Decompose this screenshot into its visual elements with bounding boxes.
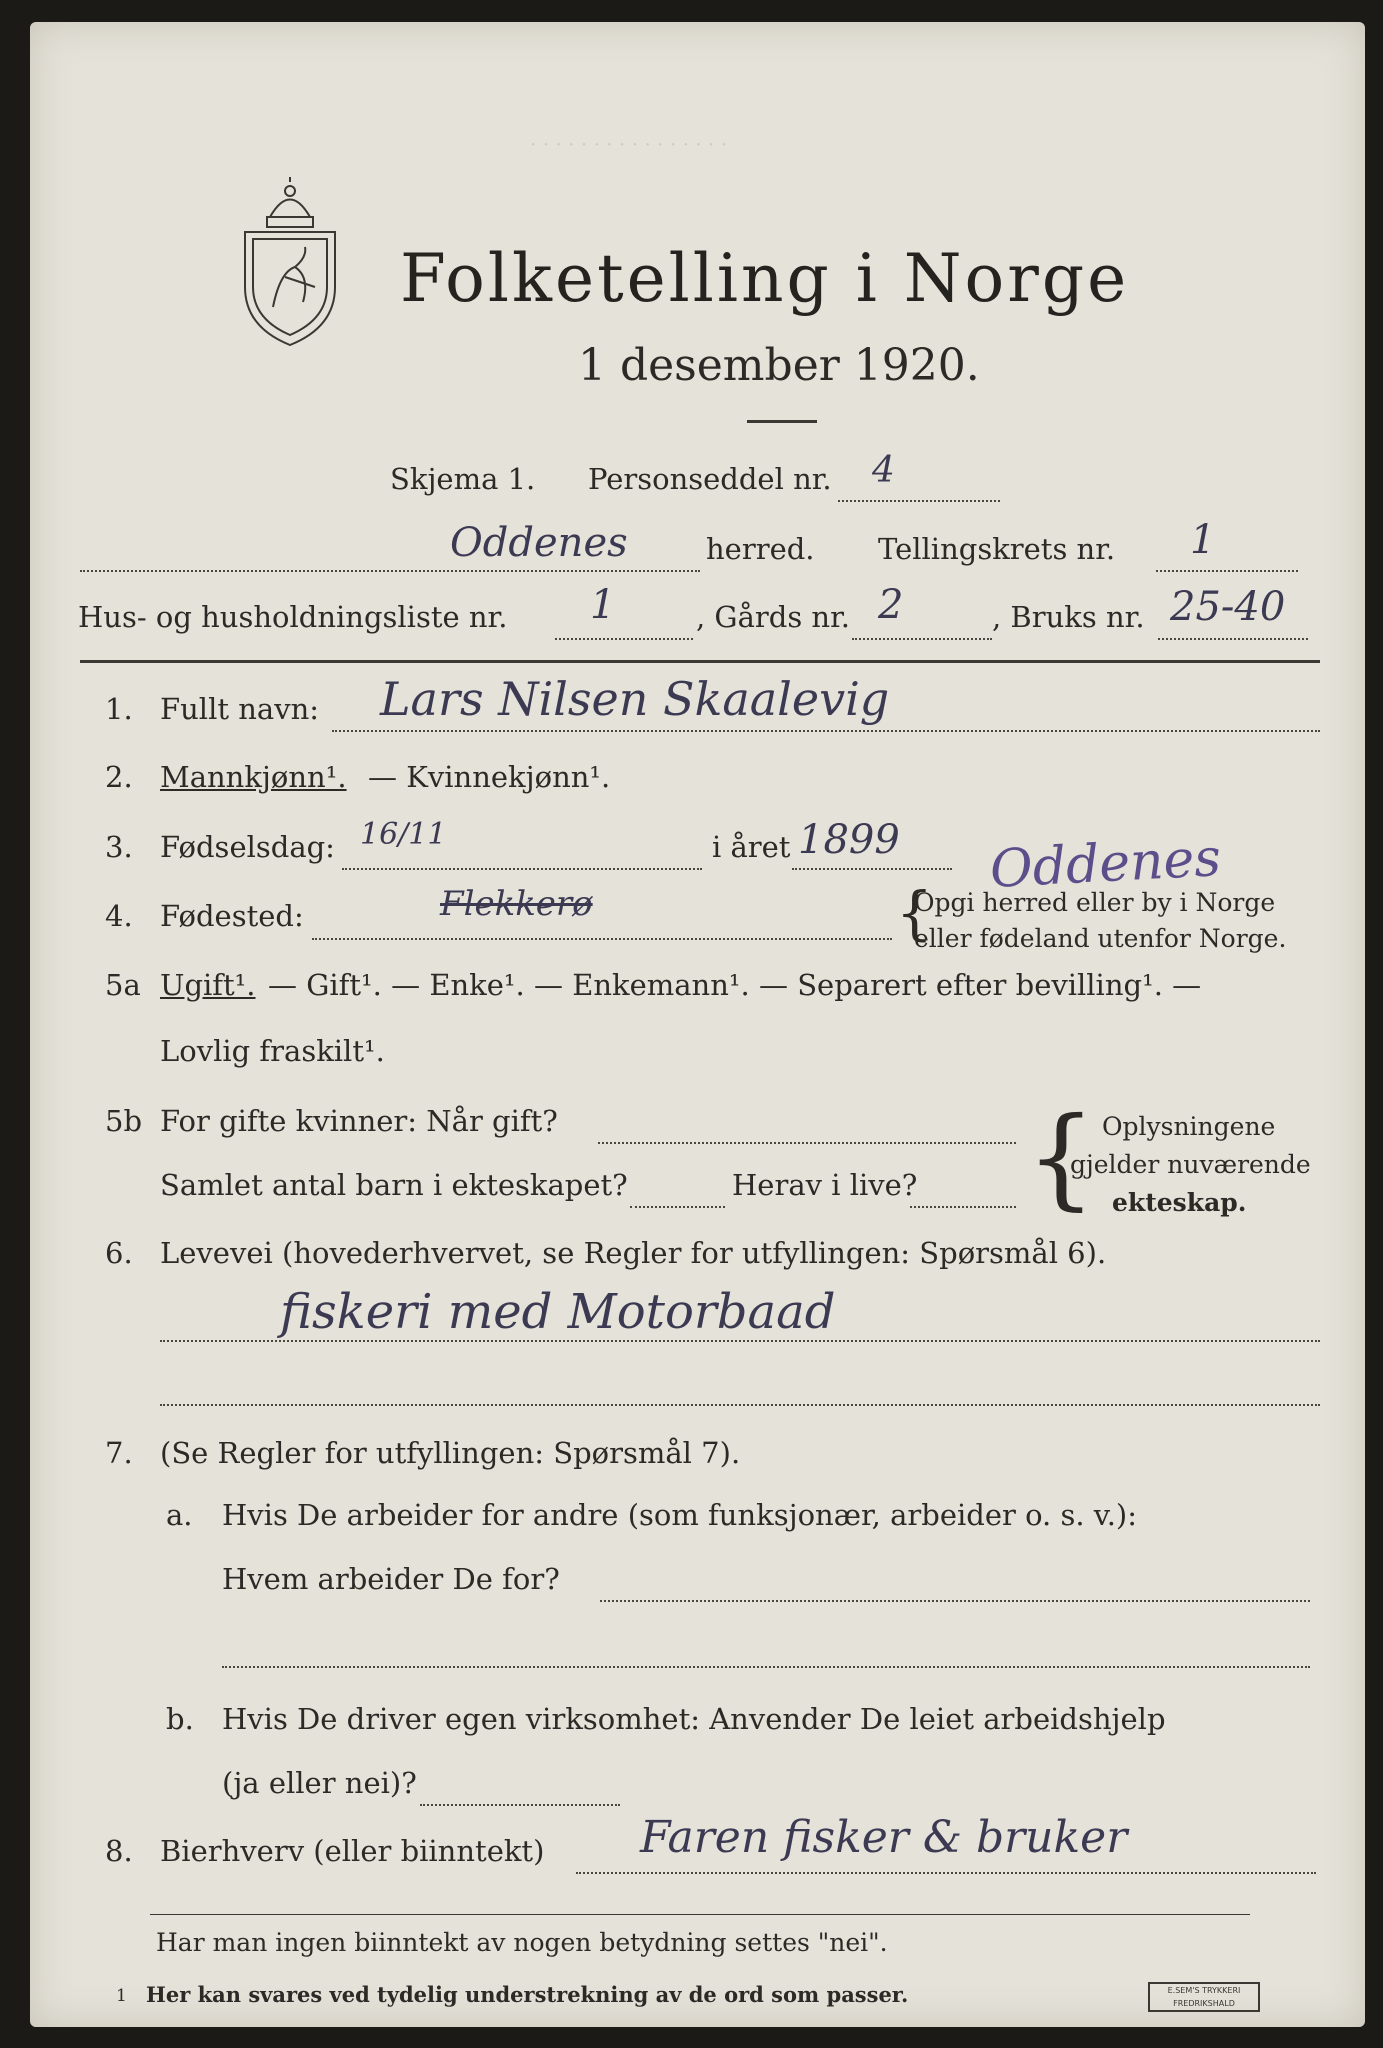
birthdate-value[interactable]: 16/11: [360, 817, 447, 852]
herred-value[interactable]: Oddenes: [450, 520, 628, 566]
q4-label: Fødested:: [160, 899, 304, 933]
q7b-letter: b.: [166, 1702, 194, 1736]
q6-line-2: [160, 1404, 1320, 1406]
bruks-line: [1158, 638, 1308, 640]
children-line: [630, 1206, 725, 1208]
printer-stamp: [1148, 1982, 1260, 2012]
q5b-brace: {: [1026, 1093, 1096, 1221]
footnote-mark: 1: [116, 1986, 127, 2006]
q4-number: 4.: [105, 899, 133, 933]
personseddel-label: Personseddel nr.: [588, 462, 832, 496]
marital-other-options[interactable]: — Gift¹. — Enke¹. — Enkemann¹. — Separert efter bevilling¹. —: [268, 968, 1202, 1002]
alive-line: [910, 1206, 1016, 1208]
marital-fraskilt-option[interactable]: Lovlig fraskilt¹.: [160, 1034, 385, 1068]
hus-line: [555, 638, 693, 640]
herred-label: herred.: [706, 532, 815, 566]
hus-label: Hus- og husholdningsliste nr.: [78, 600, 508, 634]
q7-label: (Se Regler for utfyllingen: Spørsmål 7).: [160, 1436, 741, 1470]
footer-separator: [150, 1914, 1250, 1915]
married-when-line: [598, 1142, 1016, 1144]
q2-number: 2.: [105, 760, 133, 794]
q5b-alive-label: Herav i live?: [732, 1168, 918, 1202]
year-label: i året: [712, 830, 791, 864]
side-income-value[interactable]: Faren fisker & bruker: [640, 1812, 1128, 1863]
q5a-number: 5a: [105, 968, 141, 1002]
tellingskrets-label: Tellingskrets nr.: [878, 532, 1116, 566]
full-name-value[interactable]: Lars Nilsen Skaalevig: [380, 672, 890, 726]
gards-line: [852, 638, 992, 640]
gards-value[interactable]: 2: [878, 582, 904, 628]
q5b-note-1: Oplysningene: [1102, 1112, 1276, 1141]
q8-number: 8.: [105, 1834, 133, 1868]
bleed-through: · · · · · · · · · · · · · · · ·: [530, 132, 728, 156]
skjema-label: Skjema 1.: [390, 462, 536, 496]
q4-line: [312, 938, 892, 940]
q5b-children-label: Samlet antal barn i ekteskapet?: [160, 1168, 628, 1202]
marital-ugift-option[interactable]: Ugift¹.: [160, 968, 256, 1002]
personseddel-value[interactable]: 4: [872, 450, 895, 491]
q4-note-1: Opgi herred eller by i Norge: [914, 888, 1276, 917]
census-form-page: [30, 22, 1365, 2027]
q1-label: Fullt navn:: [160, 692, 320, 726]
side-income-line: [576, 1872, 1316, 1874]
gender-male-option[interactable]: Mannkjønn¹.: [160, 760, 347, 794]
q6-number: 6.: [105, 1236, 133, 1270]
employer-line-2: [222, 1666, 1310, 1668]
footer-note: Har man ingen biinntekt av nogen betydning settes "nei".: [156, 1928, 888, 1957]
q3-label: Fødselsdag:: [160, 830, 335, 864]
birthplace-correction[interactable]: Oddenes: [988, 827, 1223, 901]
q5b-line1: For gifte kvinner: Når gift?: [160, 1104, 558, 1138]
header-separator: [80, 660, 1320, 663]
stamp-line-1: E.SEM'S TRYKKERI: [1167, 1986, 1241, 1995]
footnote-text: Her kan svares ved tydelig understrekning av de ord som passer.: [146, 1982, 909, 2007]
birthplace-struck-value: Flekkerø: [440, 884, 593, 924]
q7-number: 7.: [105, 1436, 133, 1470]
q1-number: 1.: [105, 692, 133, 726]
q7b-line2: (ja eller nei)?: [222, 1766, 417, 1800]
q3-line: [342, 868, 702, 870]
q6-label: Levevei (hovederhvervet, se Regler for utfyllingen: Spørsmål 6).: [160, 1236, 1107, 1270]
q4-brace: {: [896, 879, 933, 947]
form-date: 1 desember 1920.: [578, 340, 980, 391]
q7a-line1: Hvis De arbeider for andre (som funksjonær, arbeider o. s. v.):: [222, 1498, 1138, 1532]
bruks-value[interactable]: 25-40: [1170, 584, 1286, 630]
year-line: [792, 868, 952, 870]
hus-value[interactable]: 1: [590, 582, 616, 628]
q7a-letter: a.: [166, 1498, 193, 1532]
gards-label: , Gårds nr.: [696, 600, 850, 634]
employer-line: [600, 1600, 1310, 1602]
q8-label: Bierhverv (eller biinntekt): [160, 1834, 545, 1868]
coat-of-arms-icon: [235, 177, 345, 347]
employs-help-line: [420, 1804, 620, 1806]
form-title: Folketelling i Norge: [400, 240, 1130, 317]
q5b-note-3: ekteskap.: [1112, 1188, 1247, 1217]
q3-number: 3.: [105, 830, 133, 864]
q7b-line1: Hvis De driver egen virksomhet: Anvender De leiet arbeidshjelp: [222, 1702, 1166, 1736]
occupation-value[interactable]: fiskeri med Motorbaad: [280, 1284, 836, 1340]
tellingskrets-line: [1156, 570, 1298, 572]
personseddel-line: [838, 500, 1000, 502]
gender-female-option[interactable]: — Kvinnekjønn¹.: [368, 760, 611, 794]
stamp-line-2: FREDRIKSHALD: [1173, 1999, 1235, 2008]
q5b-note-2: gjelder nuværende: [1070, 1150, 1311, 1179]
q1-line: [332, 730, 1320, 732]
title-divider: [747, 420, 817, 423]
q7a-line2: Hvem arbeider De for?: [222, 1562, 560, 1596]
herred-line: [80, 570, 700, 572]
q6-line-1: [160, 1340, 1320, 1342]
q4-note-2: eller fødeland utenfor Norge.: [914, 924, 1287, 953]
bruks-label: , Bruks nr.: [992, 600, 1145, 634]
birthyear-value[interactable]: 1899: [798, 817, 900, 863]
q5b-number: 5b: [105, 1104, 143, 1138]
tellingskrets-value[interactable]: 1: [1190, 517, 1216, 563]
